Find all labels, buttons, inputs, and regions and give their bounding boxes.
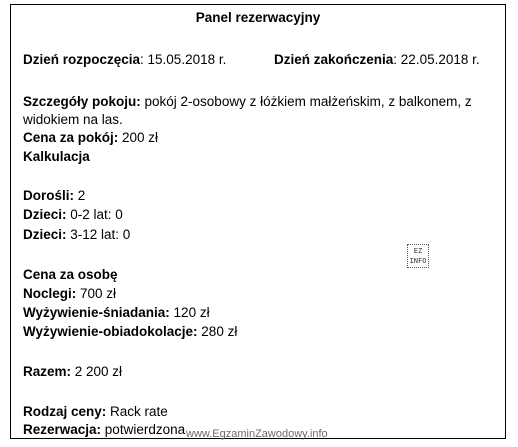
children-0-2-label: Dzieci: [23, 207, 67, 222]
reservation-panel [10, 4, 506, 439]
lodging-label: Noclegi: [23, 286, 77, 301]
total-label: Razem: [23, 364, 72, 379]
children-3-12-value: 3-12 lat: 0 [66, 227, 131, 242]
room-details-value: pokój 2-osobowy z łóżkiem małżeńskim, z balkonem, z widokiem na las. [23, 94, 472, 127]
adults-value: 2 [74, 188, 86, 203]
start-date-value: : 15.05.2018 r. [140, 52, 227, 67]
reservation-row [23, 421, 185, 439]
half-board-label: Wyżywienie-obiadokolacje: [23, 324, 198, 339]
reservation-value: potwierdzona [101, 422, 186, 437]
start-date-row [23, 51, 226, 69]
watermark: www.EgzaminZawodowy.info [186, 428, 328, 440]
adults-row [23, 187, 85, 205]
per-person-heading: Cena za osobę [23, 267, 118, 282]
children-0-2-value: 0-2 lat: 0 [66, 207, 123, 222]
total-row [23, 363, 122, 381]
room-details-label: Szczegóły pokoju: [23, 94, 141, 109]
adults-label: Dorośli: [23, 188, 75, 203]
end-date-value: : 22.05.2018 r. [393, 52, 480, 67]
breakfast-label: Wyżywienie-śniadania: [23, 305, 170, 320]
children-3-12-label: Dzieci: [23, 227, 67, 242]
qr-code-icon [407, 244, 429, 268]
end-date-label: Dzień zakończenia [274, 52, 394, 67]
breakfast-value: 120 zł [169, 305, 210, 320]
children-3-12-row [23, 226, 130, 244]
room-price-value: 200 zł [118, 130, 159, 145]
room-price-row [23, 129, 158, 147]
children-0-2-row [23, 206, 123, 224]
calculation-heading: Kalkulacja [23, 149, 90, 164]
room-price-label: Cena za pokój: [23, 130, 119, 145]
rate-type-label: Rodzaj ceny: [23, 404, 107, 419]
half-board-row [23, 323, 237, 341]
qr-code-text-top: EZ [413, 247, 423, 255]
half-board-value: 280 zł [197, 324, 238, 339]
rate-type-value: Rack rate [106, 404, 168, 419]
end-date-row [274, 51, 480, 69]
lodging-row [23, 285, 116, 303]
room-details-row [23, 93, 499, 129]
total-value: 2 200 zł [71, 364, 123, 379]
qr-code-text-bottom: INFO [409, 257, 427, 265]
lodging-value: 700 zł [76, 286, 117, 301]
start-date-label: Dzień rozpoczęcia [23, 52, 141, 67]
rate-type-row [23, 403, 168, 421]
reservation-label: Rezerwacja: [23, 422, 102, 437]
panel-title: Panel rezerwacyjny [195, 10, 321, 25]
breakfast-row [23, 304, 210, 322]
